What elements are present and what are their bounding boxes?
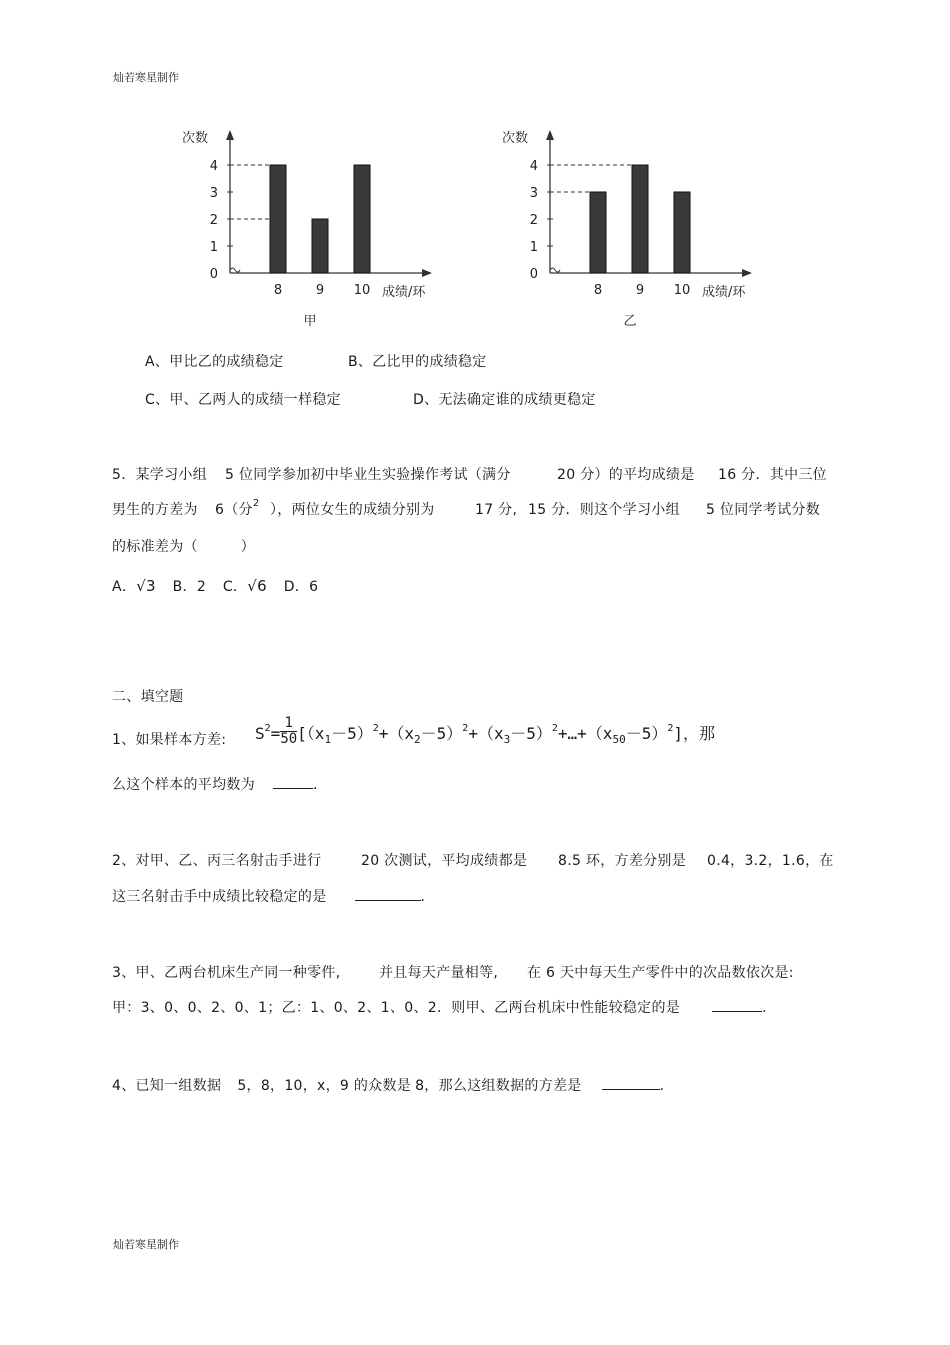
f3-line1-b: 并且每天产量相等, xyxy=(379,965,499,981)
x-tick-label: 9 xyxy=(315,283,325,298)
q5-option-b: B．2 xyxy=(172,579,207,595)
q5-line3: 的标准差为（ ） xyxy=(112,539,255,555)
q4-option-c: C、甲、乙两人的成绩一样稳定 xyxy=(145,392,341,408)
f2-line1-b: 20 次测试，平均成绩都是 xyxy=(361,853,528,869)
bar-9 xyxy=(312,219,328,273)
f3-line2: 甲：3、0、0、2、0、1；乙：1、0、2、1、0、2．则甲、乙两台机床中性能较稳定的是 . xyxy=(112,1000,767,1016)
answer-blank xyxy=(273,776,313,789)
q5-line2-a: 男生的方差为 xyxy=(112,502,198,518)
y-axis-arrow xyxy=(226,130,234,140)
f2-line1-d: 0.4，3.2，1.6，在 xyxy=(707,853,834,869)
bar-10 xyxy=(354,165,370,273)
f1-line2: 么这个样本的平均数为 . xyxy=(112,777,318,793)
q4-option-b: B、乙比甲的成绩稳定 xyxy=(348,354,487,370)
y-axis-arrow xyxy=(546,130,554,140)
y-tick-label: 3 xyxy=(529,186,538,201)
q5-option-c-value: √6 xyxy=(247,577,267,595)
q5-line2-f: 5 位同学考试分数 xyxy=(706,502,821,518)
q4-option-d: D、无法确定谁的成绩更稳定 xyxy=(413,392,596,408)
y-axis-label: 次数 xyxy=(182,131,209,146)
q4-option-a: A、甲比乙的成绩稳定 xyxy=(145,354,284,370)
q5-line1-b: 5 位同学参加初中毕业生实验操作考试（满分 xyxy=(225,467,511,483)
q5-line2-c: ），两位女生的成绩分别为 xyxy=(270,502,435,518)
y-tick-label: 4 xyxy=(529,159,538,174)
q5-line1-d: 16 分．其中三位 xyxy=(718,467,827,483)
answer-blank xyxy=(602,1077,660,1090)
q5-option-a-value: √3 xyxy=(136,577,156,595)
y-tick-label: 2 xyxy=(209,213,218,228)
q5-option-d: D．6 xyxy=(283,579,319,595)
y-tick-label: 3 xyxy=(209,186,218,201)
f2-line2: 这三名射击手中成绩比较稳定的是 . xyxy=(112,889,426,905)
x-tick-label: 10 xyxy=(673,283,691,298)
y-tick-label: 0 xyxy=(529,267,538,282)
chart-yi xyxy=(490,118,780,340)
page-footer: 灿若寒星制作 xyxy=(113,1238,179,1251)
x-axis-arrow xyxy=(742,269,752,277)
section-title: 二、填空题 xyxy=(112,689,184,705)
y-tick-label: 4 xyxy=(209,159,218,174)
x-tick-label: 8 xyxy=(273,283,283,298)
bar-9 xyxy=(632,165,648,273)
q5-option-c-label: C． xyxy=(222,579,248,595)
bar-8 xyxy=(270,165,286,273)
q5-options xyxy=(112,576,318,596)
y-tick-label: 0 xyxy=(209,267,218,282)
f4-line: 4、已知一组数据 5，8，10，x，9 的众数是 8，那么这组数据的方差是 . xyxy=(112,1078,665,1094)
fraction: $\frac{1}{50}$ xyxy=(280,715,298,747)
f2-line1-a: 2、对甲、乙、丙三名射击手进行 xyxy=(112,853,322,869)
q5-line2-d: 17 分, xyxy=(475,502,518,518)
y-tick-label: 2 xyxy=(529,213,538,228)
q5-line2-e: 15 分．则这个学习小组 xyxy=(528,502,680,518)
f2-line1-c: 8.5 环，方差分别是 xyxy=(558,853,687,869)
x-axis-label: 成绩/环 xyxy=(702,285,746,300)
axis-break xyxy=(230,268,240,272)
chart-title: 甲 xyxy=(303,314,317,329)
x-tick-label: 10 xyxy=(353,283,371,298)
f3-line1-a: 3、甲、乙两台机床生产同一种零件, xyxy=(112,965,341,981)
axis-break xyxy=(550,268,560,272)
y-axis-label: 次数 xyxy=(502,131,529,146)
f3-line1-c: 在 6 天中每天生产零件中的次品数依次是: xyxy=(527,965,794,981)
x-tick-label: 9 xyxy=(635,283,645,298)
answer-blank xyxy=(712,999,762,1012)
x-tick-label: 8 xyxy=(593,283,603,298)
q5-line1-c: 20 分）的平均成绩是 xyxy=(557,467,695,483)
page-header: 灿若寒星制作 xyxy=(113,71,179,84)
chart-title: 乙 xyxy=(623,314,637,329)
bar-10 xyxy=(674,192,690,273)
x-axis-label: 成绩/环 xyxy=(382,285,426,300)
y-tick-label: 1 xyxy=(209,240,218,255)
y-tick-label: 1 xyxy=(529,240,538,255)
q5-option-a-label: A． xyxy=(112,579,137,595)
chart-jia xyxy=(170,118,460,340)
bar-8 xyxy=(590,192,606,273)
answer-blank xyxy=(355,888,421,901)
f1-formula: $S^2=$ $\frac{1}{50}$ $[(x_1-5)^2+(x_2-5)^2+(x_3-5)^2+\dots+(x_{50}-5)^2]$，那 xyxy=(255,715,716,747)
q5-line1-a: 5．某学习小组 xyxy=(112,467,208,483)
f1-prefix: 1、如果样本方差: xyxy=(112,732,227,748)
q5-line2-b: 6（分$^2$ xyxy=(215,498,260,518)
x-axis-arrow xyxy=(422,269,432,277)
